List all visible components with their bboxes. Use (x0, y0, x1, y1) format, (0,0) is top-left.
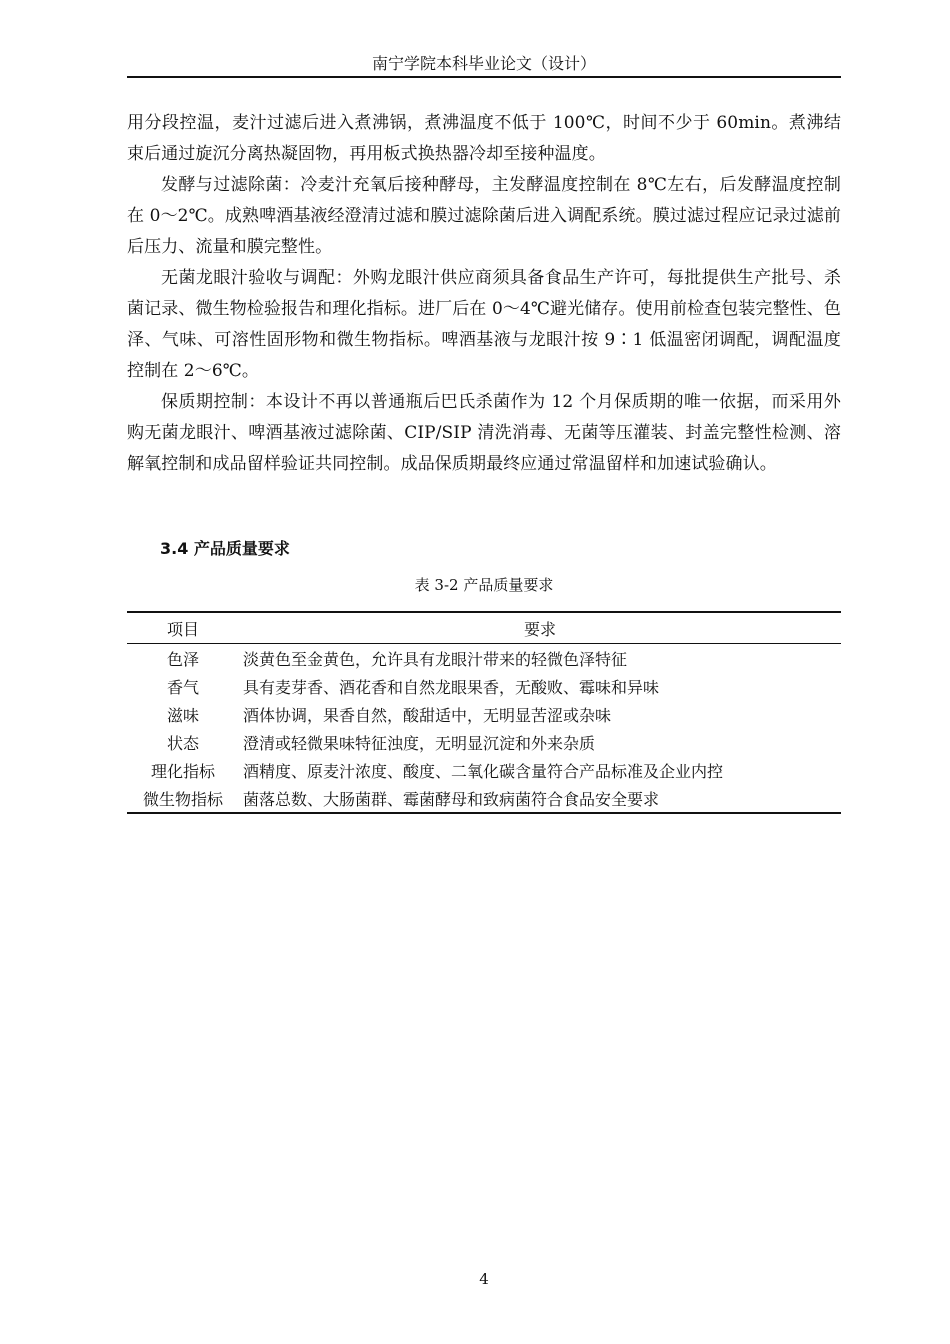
table-row (127, 672, 841, 700)
table-row (127, 784, 841, 813)
table-header-row (127, 612, 841, 644)
table-caption: 表 3-2 产品质量要求 (414, 576, 554, 594)
table-cell-requirement: 具有麦芽香、酒花香和自然龙眼果香，无酸败、霉味和异味 (243, 677, 660, 697)
table-cell-item: 微生物指标 (127, 784, 239, 813)
paragraph-shelf-life: 保质期控制：本设计不再以普通瓶后巴氏杀菌作为 12 个月保质期的唯一依据，而采用外购无菌龙眼汁、啤酒基液过滤除菌、CIP/SIP 清洗消毒、无菌等压灌装、封盖完整性检测、溶解氧控制和成品留样验证共同控制。成品保质期最终应通过常温留样和加速试验确认。 (127, 392, 841, 474)
table-cell-item: 滋味 (166, 705, 199, 725)
header-divider (127, 76, 841, 78)
table-row (127, 728, 841, 756)
quality-requirements-table (127, 611, 841, 814)
column-header-requirement: 要求 (239, 612, 841, 644)
table-row (127, 700, 841, 728)
table-cell-requirement: 澄清或轻微果味特征浊度，无明显沉淀和外来杂质 (243, 733, 596, 753)
body-text (127, 108, 841, 480)
table-cell-item: 理化指标 (150, 761, 215, 781)
table-cell-requirement: 淡黄色至金黄色，允许具有龙眼汁带来的轻微色泽特征 (243, 649, 628, 669)
table-cell-requirement: 酒精度、原麦汁浓度、酸度、二氧化碳含量符合产品标准及企业内控 (243, 761, 724, 781)
section-heading: 3.4 产品质量要求 (160, 539, 290, 558)
table-cell-requirement: 菌落总数、大肠菌群、霉菌酵母和致病菌符合食品安全要求 (239, 784, 841, 813)
running-header: 南宁学院本科毕业论文（设计） (371, 54, 596, 73)
table-row (127, 644, 841, 673)
paragraph-boiling: 用分段控温，麦汁过滤后进入煮沸锅，煮沸温度不低于 100℃，时间不少于 60min。煮沸结束后通过旋沉分离热凝固物，再用板式换热器冷却至接种温度。 (127, 113, 841, 164)
table-cell-item: 色泽 (166, 649, 199, 669)
paragraph-fermentation: 发酵与过滤除菌：冷麦汁充氧后接种酵母，主发酵温度控制在 8℃左右，后发酵温度控制在 0～2℃。成熟啤酒基液经澄清过滤和膜过滤除菌后进入调配系统。膜过滤过程应记录过滤前后压力、流量和膜完整性。 (127, 175, 841, 257)
table-cell-item: 香气 (166, 677, 199, 697)
column-header-item: 项目 (127, 612, 239, 644)
table-cell-item: 状态 (166, 733, 199, 753)
table-row (127, 756, 841, 784)
paragraph-longan-juice: 无菌龙眼汁验收与调配：外购龙眼汁供应商须具备食品生产许可，每批提供生产批号、杀菌记录、微生物检验报告和理化指标。进厂后在 0～4℃避光储存。使用前检查包装完整性、色泽、气味、可溶性固形物和微生物指标。啤酒基液与龙眼汁按 9∶1 低温密闭调配，调配温度控制在 2～6℃。 (127, 268, 841, 381)
table-cell-requirement: 酒体协调，果香自然，酸甜适中，无明显苦涩或杂味 (243, 705, 612, 725)
page-number: 4 (479, 1270, 489, 1288)
